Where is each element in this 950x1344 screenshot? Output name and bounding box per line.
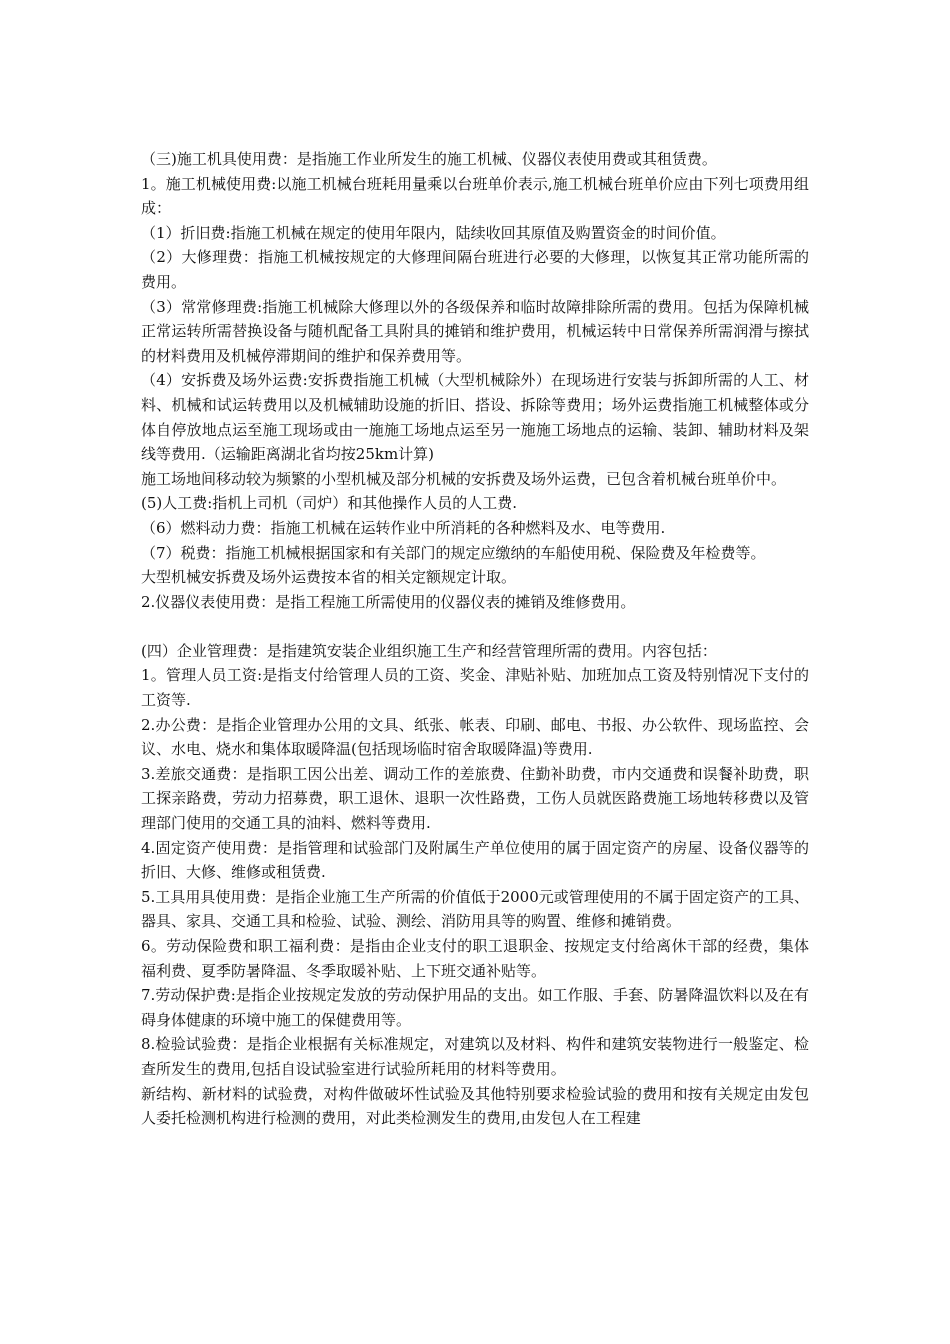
- paragraph-inspection-test: 8.检验试验费：是指企业根据有关标准规定，对建筑以及材料、构件和建筑安装物进行一般鉴定、检查所发生的费用,包括自设试验室进行试验所耗用的材料等费用。: [141, 1035, 809, 1078]
- paragraph-fixed-asset-fee: 4.固定资产使用费：是指管理和试验部门及附属生产单位使用的属于固定资产的房屋、设备仪器等的折旧、大修、维修或租赁费.: [141, 838, 809, 882]
- paragraph-overhaul: （2）大修理费：指施工机械按规定的大修理间隔台班进行必要的大修理，以恢复其正常功能所需的费用。: [141, 248, 809, 291]
- paragraph-spacer: [141, 614, 809, 639]
- paragraph-travel-fee: 3.差旅交通费：是指职工因公出差、调动工作的差旅费、住勤补助费，市内交通费和误餐补助费，职工探亲路费，劳动力招募费，职工退休、退职一次性路费，工伤人员就医路费施工场地转移费以及管理部门使用的交通工具的油料、燃料等费用.: [141, 764, 809, 833]
- paragraph-insurance-welfare: 6。劳动保险费和职工福利费：是指由企业支付的职工退职金、按规定支付给离休干部的经费，集体福利费、夏季防暑降温、冬季取暖补贴、上下班交通补贴等。: [141, 937, 809, 980]
- paragraph-machine-usage-fee: 1。施工机械使用费:以施工机械台班耗用量乘以台班单价表示,施工机械台班单价应由下列七项费用组成：: [141, 174, 809, 218]
- paragraph-labor-fee: (5)人工费:指机上司机（司炉）和其他操作人员的人工费.: [141, 494, 518, 513]
- paragraph-instrument-fee: 2.仪器仪表使用费：是指工程施工所需使用的仪器仪表的摊销及维修费用。: [141, 592, 636, 611]
- paragraph-taxes: （7）税费：指施工机械根据国家和有关部门的规定应缴纳的车船使用税、保险费及年检费等。: [141, 543, 766, 562]
- document-body: [141, 147, 809, 1131]
- paragraph-small-machine-note: 施工场地间移动较为频繁的小型机械及部分机械的安拆费及场外运费，已包含着机械台班单价中。: [141, 469, 787, 488]
- paragraph-tool-fee: 5.工具用具使用费：是指企业施工生产所需的价值低于2000元或管理使用的不属于固定资产的工具、器具、家具、交通工具和检验、试验、测绘、消防用具等的购置、维修和摊销费。: [141, 887, 809, 931]
- paragraph-fuel-power: （6）燃料动力费：指施工机械在运转作业中所消耗的各种燃料及水、电等费用.: [141, 518, 666, 537]
- paragraph-regular-repair: （3）常常修理费:指施工机械除大修理以外的各级保养和临时故障排除所需的费用。包括为保障机械正常运转所需替换设备与随机配备工具附具的摊销和维护费用，机械运转中日常保养所需润滑与擦拭的材料费用及机械停滞期间的维护和保养费用等。: [141, 297, 809, 365]
- paragraph-management-fee-heading: (四）企业管理费：是指建筑安装企业组织施工生产和经营管理所需的费用。内容包括：: [141, 641, 717, 660]
- paragraph-installation-transport: （4）安拆费及场外运费:安拆费指施工机械（大型机械除外）在现场进行安装与拆卸所需的人工、材料、机械和试运转费用以及机械辅助设施的折旧、搭设、拆除等费用；场外运费指施工机械整体或分体自停放地点运至施工现场或由一施施工场地点运至另一施施工场地点的运输、装卸、辅助材料及架线等费用.（运输距离湖北省均按25km计算): [141, 371, 809, 464]
- paragraph-machinery-fee-heading: （三)施工机具使用费：是指施工作业所发生的施工机械、仪器仪表使用费或其租赁费。: [141, 150, 717, 168]
- paragraph-large-machine-note: 大型机械安拆费及场外运费按本省的相关定额规定计取。: [141, 568, 517, 587]
- paragraph-staff-wages: 1。管理人员工资:是指支付给管理人员的工资、奖金、津贴补贴、加班加点工资及特别情况下支付的工资等.: [141, 666, 809, 710]
- paragraph-new-material-test: 新结构、新材料的试验费，对构件做破坏性试验及其他特别要求检验试验的费用和按有关规定由发包人委托检测机构进行检测的费用，对此类检测发生的费用,由发包人在工程建: [141, 1084, 809, 1128]
- paragraph-labor-protection: 7.劳动保护费:是指企业按规定发放的劳动保护用品的支出。如工作服、手套、防暑降温饮料以及在有碍身体健康的环境中施工的保健费用等。: [141, 986, 809, 1029]
- paragraph-depreciation: （1）折旧费:指施工机械在规定的使用年限内，陆续收回其原值及购置资金的时间价值。: [141, 223, 726, 242]
- paragraph-office-fee: 2.办公费：是指企业管理办公用的文具、纸张、帐表、印刷、邮电、书报、办公软件、现场监控、会议、水电、烧水和集体取暖降温(包括现场临时宿舍取暖降温)等费用.: [141, 715, 809, 759]
